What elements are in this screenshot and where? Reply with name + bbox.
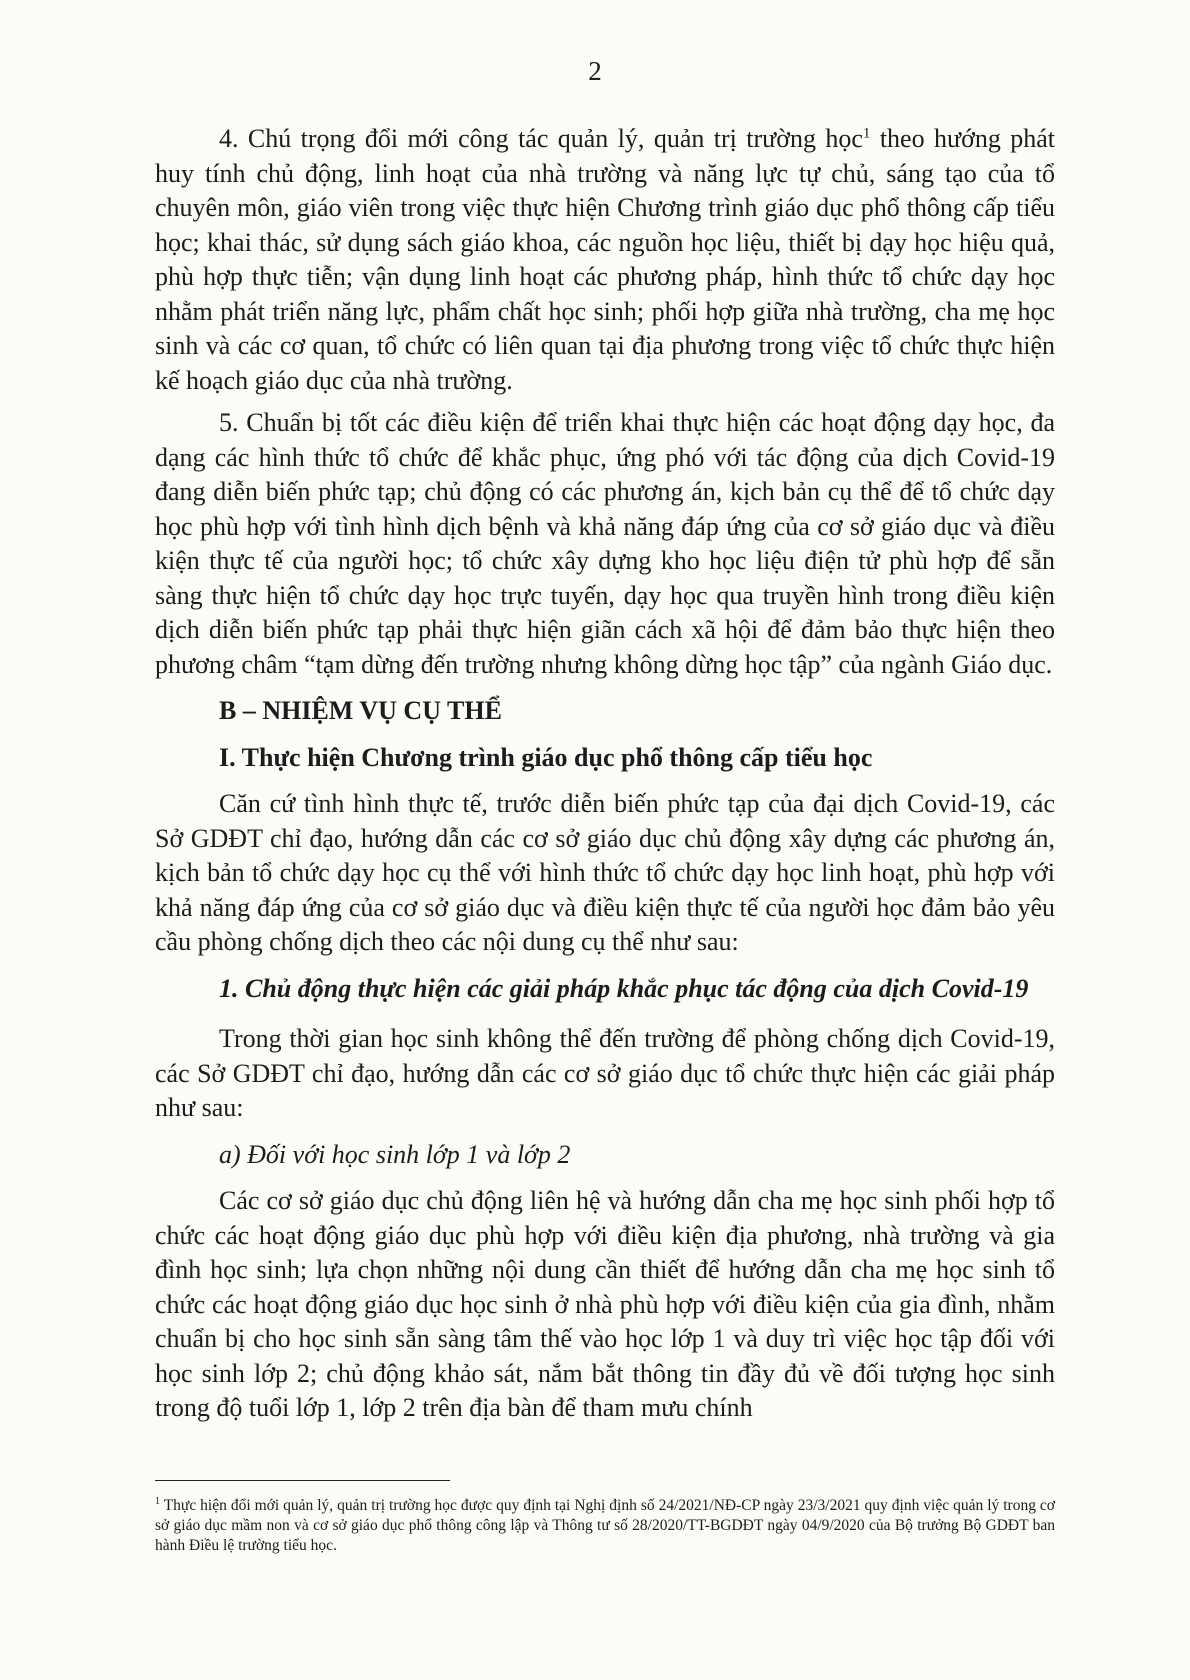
paragraph-a: Các cơ sở giáo dục chủ động liên hệ và hướng dẫn cha mẹ học sinh phối hợp tổ chức các hoạt động giáo dục phù hợp với điều kiện địa phương, nhà trường và gia đình học sinh; lựa chọn những nội dung cần thiết để hướng dẫn cha mẹ học sinh tổ chức các hoạt động giáo dục học sinh ở nhà phù hợp với điều kiện của gia đình, nhằm chuẩn bị cho học sinh sẵn sàng tâm thế vào học lớp 1 và duy trì việc học tập đối với học sinh lớp 2; chủ động khảo sát, nắm bắt thông tin đầy đủ về đối tượng học sinh trong độ tuổi lớp 1, lớp 2 trên địa bàn để tham mưu chính (155, 1186, 1055, 1422)
footnote-reference: 1 (862, 125, 871, 142)
section-heading-i: I. Thực hiện Chương trình giáo dục phổ thông cấp tiểu học (219, 742, 873, 772)
footnote-separator (155, 1480, 450, 1481)
paragraph-intro: Căn cứ tình hình thực tế, trước diễn biến phức tạp của đại dịch Covid-19, các Sở GDĐT chỉ đạo, hướng dẫn các cơ sở giáo dục chủ động xây dựng các phương án, kịch bản tổ chức dạy học cụ thể với hình thức tổ chức dạy học linh hoạt, phù hợp với khả năng đáp ứng của cơ sở giáo dục và điều kiện thực tế của người học đảm bảo yêu cầu phòng chống dịch theo các nội dung cụ thể như sau: (155, 789, 1055, 956)
page-number: 2 (588, 56, 602, 86)
paragraph-5: 5. Chuẩn bị tốt các điều kiện để triển khai thực hiện các hoạt động dạy học, đa dạng các hình thức tổ chức để khắc phục, ứng phó với tác động của dịch Covid-19 đang diễn biến phức tạp; chủ động có các phương án, kịch bản cụ thể để tổ chức dạy học phù hợp với tình hình dịch bệnh và khả năng đáp ứng của cơ sở giáo dục và điều kiện thực tế của người học; tổ chức xây dựng kho học liệu điện tử phù hợp để sẵn sàng thực hiện tổ chức dạy học trực tuyến, dạy học qua truyền hình trong điều kiện dịch diễn biến phức tạp phải thực hiện giãn cách xã hội để đảm bảo thực hiện theo phương châm “tạm dừng đến trường nhưng không dừng học tập” của ngành Giáo dục. (155, 408, 1055, 679)
footnote-text: Thực hiện đổi mới quản lý, quản trị trường học được quy định tại Nghị định số 24/2021/NĐ-CP ngày 23/3/2021 quy định việc quản lý trong cơ sở giáo dục mầm non và cơ sở giáo dục phổ thông công lập và Thông tư số 28/2020/TT-BGDĐT ngày 04/9/2020 của Bộ trưởng Bộ GDĐT ban hành Điều lệ trường tiểu học. (155, 1497, 1055, 1554)
subheading-a: a) Đối với học sinh lớp 1 và lớp 2 (219, 1139, 571, 1169)
section-heading-b: B – NHIỆM VỤ CỤ THỂ (219, 696, 502, 725)
footnote-marker: 1 (155, 1495, 160, 1507)
document-body (155, 122, 1055, 1434)
subheading-1: 1. Chủ động thực hiện các giải pháp khắc phục tác động của dịch Covid-19 (219, 973, 1029, 1003)
paragraph-4-lead: 4. Chú trọng đổi mới công tác quản lý, quản trị trường học (219, 124, 863, 153)
paragraph-4 (155, 122, 1055, 398)
paragraph-time: Trong thời gian học sinh không thể đến trường để phòng chống dịch Covid-19, các Sở GDĐT chỉ đạo, hướng dẫn các cơ sở giáo dục tổ chức thực hiện các giải pháp như sau: (155, 1024, 1055, 1122)
paragraph-4-rest: theo hướng phát huy tính chủ động, linh hoạt của nhà trường và năng lực tự chủ, sáng tạo của tổ chuyên môn, giáo viên trong việc thực hiện Chương trình giáo dục phổ thông cấp tiểu học; khai thác, sử dụng sách giáo khoa, các nguồn học liệu, thiết bị dạy học hiệu quả, phù hợp thực tiễn; vận dụng linh hoạt các phương pháp, hình thức tổ chức dạy học nhằm phát triển năng lực, phẩm chất học sinh; phối hợp giữa nhà trường, cha mẹ học sinh và các cơ quan, tổ chức có liên quan tại địa phương trong việc tổ chức thực hiện kế hoạch giáo dục của nhà trường. (155, 124, 1055, 395)
footnote (155, 1496, 1055, 1556)
